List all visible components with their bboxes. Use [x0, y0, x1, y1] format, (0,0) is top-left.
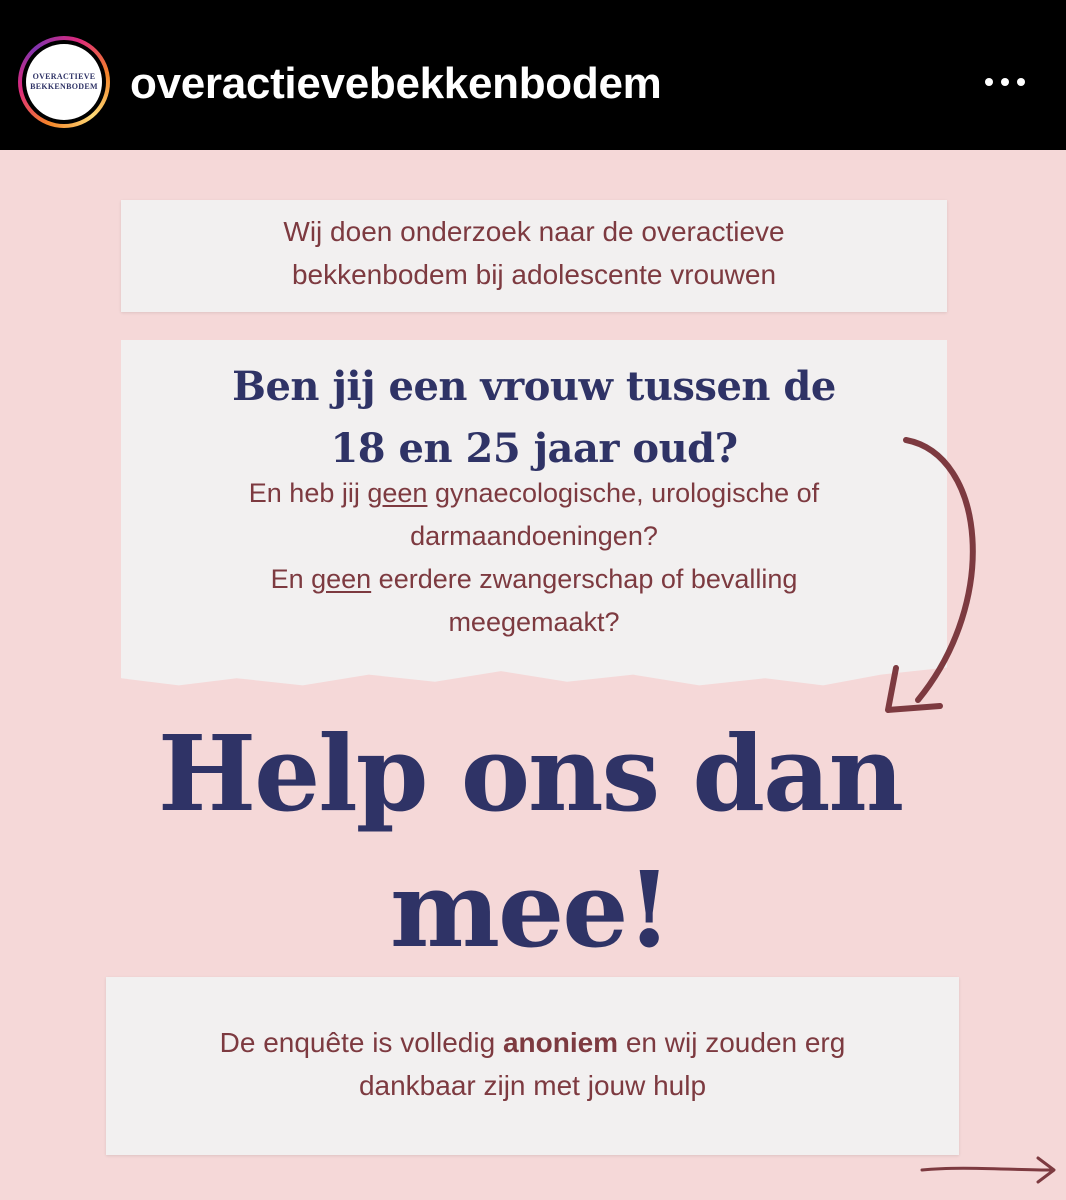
condition-line: darmaandoeningen? — [410, 521, 658, 551]
intro-line: bekkenbodem bij adolescente vrouwen — [291, 259, 777, 290]
condition-line: meegemaakt? — [448, 607, 620, 637]
help-line: mee! — [389, 848, 671, 971]
intro-line: Wij doen onderzoek naar de overactieve — [283, 216, 785, 247]
emphasis-bold: anoniem — [502, 1027, 619, 1058]
avatar-text-line1: OVERACTIEVE — [32, 72, 96, 81]
question-line: 18 en 25 jaar oud? — [330, 425, 738, 472]
emphasis-underline: geen — [311, 564, 372, 594]
condition-line: En heb jij geen gynaecologische, urologische of — [248, 478, 820, 508]
question-line: Ben jij een vrouw tussen de — [232, 363, 836, 410]
footer-line: De enquête is volledig anoniem en wij zouden erg — [219, 1027, 846, 1058]
username[interactable]: overactievebekkenbodem — [130, 59, 662, 108]
help-line: Help ons dan — [157, 712, 903, 835]
condition-line: En geen eerdere zwangerschap of bevalling — [270, 564, 798, 594]
curved-arrow-icon — [888, 440, 973, 710]
avatar-text-line2: BEKKENBODEM — [30, 82, 98, 91]
next-arrow-icon — [922, 1158, 1054, 1182]
footer-line: dankbaar zijn met jouw hulp — [358, 1070, 707, 1101]
emphasis-underline: geen — [367, 478, 428, 508]
